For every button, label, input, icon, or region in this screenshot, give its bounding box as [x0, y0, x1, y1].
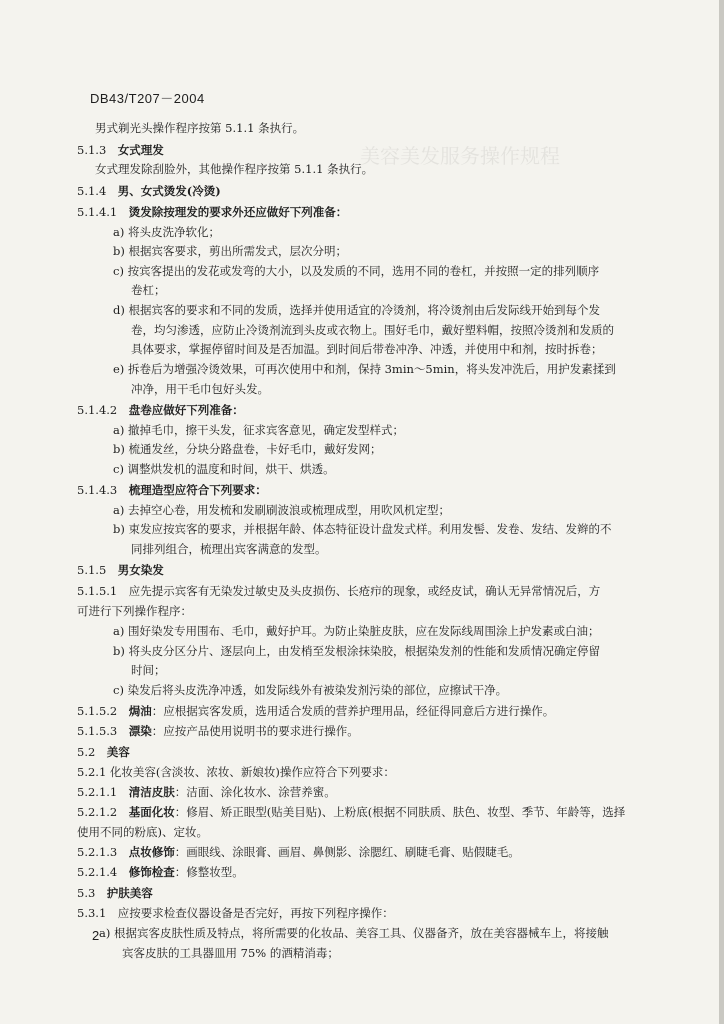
- text-line: [131, 381, 269, 397]
- text-line: [77, 723, 359, 739]
- body-text: 男式剃光头操作程序按第 5.1.1 条执行。: [95, 121, 305, 135]
- body-text: b) 束发应按宾客的要求，并根据年龄、体态特征设计盘发式样。利用发髻、发卷、发结、发辫的不: [113, 522, 612, 536]
- body-text: ：应按产品使用说明书的要求进行操作。: [151, 724, 359, 738]
- body-text: 使用不同的粉底)、定妆。: [77, 825, 208, 839]
- text-line: [113, 643, 600, 659]
- text-line: [77, 204, 347, 220]
- text-line: [113, 224, 220, 240]
- body-text: a) 撤掉毛巾，擦干头发，征求宾客意见，确定发型样式；: [113, 423, 404, 437]
- text-line: [113, 502, 450, 518]
- body-text: 卷，均匀渗透，应防止冷烫剂流到头皮或衣物上。围好毛巾，戴好塑料帽，按照冷烫剂和发质的: [131, 323, 614, 337]
- page-edge-shadow: [719, 0, 724, 1024]
- body-text: 5.2.1.1: [77, 785, 129, 799]
- text-line: [77, 603, 192, 619]
- text-line: [77, 885, 153, 901]
- body-text: e) 拆卷后为增强冷烫效果，可再次使用中和剂，保持 3min～5min，将头发冲洗后，用护发素揉到: [113, 362, 616, 376]
- text-line: [77, 744, 130, 760]
- body-text: a) 根据宾客皮肤性质及特点，将所需要的化妆品、美容工具、仪器备齐，放在美容器械车上，将接触: [99, 926, 609, 940]
- text-line: [99, 925, 609, 941]
- body-text: c) 染发后将头皮洗净冲透，如发际线外有被染发剂污染的部位，应擦试干净。: [113, 683, 508, 697]
- text-line: [77, 804, 625, 820]
- text-line: [131, 541, 327, 557]
- body-text: 5.2.1.2: [77, 805, 129, 819]
- standard-code: DB43/T207－2004: [90, 91, 205, 106]
- bold-heading-text: 男女染发: [117, 563, 164, 577]
- text-line: [77, 142, 164, 158]
- body-text: ：洁面、涂化妆水、涂营养蜜。: [174, 785, 336, 799]
- text-line: [77, 183, 221, 199]
- text-line: [122, 945, 339, 961]
- bold-heading-text: 护肤美容: [106, 886, 153, 900]
- bold-heading-text: 修饰检查: [128, 865, 175, 879]
- body-text: a) 去掉空心卷，用发梳和发刷刷波浪或梳理成型，用吹风机定型；: [113, 503, 450, 517]
- bold-heading-text: 清洁皮肤: [128, 785, 175, 799]
- bold-heading-text: 梳理造型应符合下列要求：: [128, 483, 267, 497]
- bleed-through-text: 美容美发服务操作规程: [360, 144, 560, 168]
- body-text: a) 围好染发专用围布、毛巾，戴好护耳。为防止染脏皮肤，应在发际线周围涂上护发素或白油；: [113, 624, 600, 638]
- text-line: [77, 583, 600, 599]
- body-text: c) 调整烘发机的温度和时间，烘干、烘透。: [113, 462, 335, 476]
- text-line: [77, 824, 208, 840]
- body-text: b) 将头皮分区分片、逐层向上，由发梢至发根涂抹染胶，根据染发剂的性能和发质情况确定停留: [113, 644, 600, 658]
- body-text: 冲净，用干毛巾包好头发。: [131, 382, 269, 396]
- text-line: [77, 905, 394, 921]
- body-text: ：修眉、矫正眼型(贴美目贴)、上粉底(根据不同肤质、肤色、妆型、季节、年龄等，选择: [174, 805, 626, 819]
- body-text: 5.1.5.2: [77, 704, 129, 718]
- text-line: [95, 120, 304, 136]
- text-line: [95, 161, 373, 177]
- bold-heading-text: 漂染: [128, 724, 152, 738]
- body-text: 5.1.4.2: [77, 403, 129, 417]
- body-text: 5.1.4: [77, 184, 118, 198]
- bold-heading-text: 点妆修饰: [128, 845, 175, 859]
- body-text: b) 根据宾客要求，剪出所需发式，层次分明；: [113, 244, 348, 258]
- body-text: 5.2: [77, 745, 107, 759]
- body-text: a) 将头皮洗净软化；: [113, 225, 220, 239]
- body-text: 5.2.1.4: [77, 865, 129, 879]
- body-text: ：画眼线、涂眼膏、画眉、鼻侧影、涂腮红、刷睫毛膏、贴假睫毛。: [174, 845, 520, 859]
- text-line: [131, 341, 603, 357]
- body-text: 5.3.1 应按要求检查仪器设备是否完好，再按下列程序操作：: [77, 906, 394, 920]
- bold-heading-text: 美容: [106, 745, 130, 759]
- text-line: [113, 682, 507, 698]
- body-text: 可进行下列操作程序：: [77, 604, 192, 618]
- body-text: 宾客皮肤的工具器皿用 75% 的酒精消毒；: [122, 946, 339, 960]
- body-text: 时间；: [131, 663, 166, 677]
- text-line: [77, 784, 336, 800]
- body-text: 5.1.5.3: [77, 724, 129, 738]
- text-line: [113, 441, 382, 457]
- body-text: 5.1.5: [77, 563, 118, 577]
- text-line: [77, 703, 554, 719]
- bold-heading-text: 男、女式烫发(冷烫): [117, 184, 221, 198]
- text-line: [113, 521, 612, 537]
- text-line: [77, 562, 164, 578]
- text-line: [131, 282, 166, 298]
- bold-heading-text: 女式理发: [117, 143, 164, 157]
- page-number: 2: [92, 928, 100, 943]
- body-text: 具体要求，掌握停留时间及是否加温。到时间后带卷冲净、冲透，并使用中和剂，按时拆卷；: [131, 342, 603, 356]
- text-line: [113, 302, 600, 318]
- text-line: [113, 461, 335, 477]
- body-text: 5.1.4.3: [77, 483, 129, 497]
- body-text: c) 按宾客提出的发花或发弯的大小，以及发质的不同，选用不同的卷杠，并按照一定的排列顺序: [113, 264, 600, 278]
- body-text: d) 根据宾客的要求和不同的发质，选择并使用适宜的冷烫剂，将冷烫剂由后发际线开始到每个发: [113, 303, 600, 317]
- body-text: 5.3: [77, 886, 107, 900]
- body-text: 5.1.4.1: [77, 205, 129, 219]
- body-text: 5.2.1 化妆美容(含淡妆、浓妆、新娘妆)操作应符合下列要求：: [77, 765, 395, 779]
- bold-heading-text: 烫发除按理发的要求外还应做好下列准备：: [128, 205, 348, 219]
- body-text: 卷杠；: [131, 283, 166, 297]
- body-text: ：修整妆型。: [174, 865, 244, 879]
- body-text: b) 梳通发丝，分块分路盘卷，卡好毛巾，戴好发网；: [113, 442, 382, 456]
- text-line: [77, 864, 244, 880]
- bold-heading-text: 盘卷应做好下列准备：: [128, 403, 244, 417]
- bold-heading-text: 焗油: [128, 704, 152, 718]
- text-line: [113, 422, 404, 438]
- body-text: 同排列组合，梳理出宾客满意的发型。: [131, 542, 327, 556]
- text-line: [113, 623, 600, 639]
- text-line: [77, 844, 520, 860]
- text-line: [131, 662, 166, 678]
- text-line: [77, 764, 395, 780]
- text-line: [77, 402, 244, 418]
- body-text: 5.1.3: [77, 143, 118, 157]
- body-text: 5.2.1.3: [77, 845, 129, 859]
- text-line: [77, 482, 267, 498]
- text-line: [113, 361, 616, 377]
- text-line: [113, 263, 599, 279]
- bold-heading-text: 基面化妆: [128, 805, 175, 819]
- body-text: 女式理发除刮脸外，其他操作程序按第 5.1.1 条执行。: [95, 162, 374, 176]
- text-line: [113, 243, 347, 259]
- body-text: 5.1.5.1 应先提示宾客有无染发过敏史及头皮损伤、长疮疖的现象，或经皮试，确认无异常情况后，方: [77, 584, 601, 598]
- body-text: ：应根据宾客发质，选用适合发质的营养护理用品，经征得同意后方进行操作。: [151, 704, 555, 718]
- text-line: [131, 322, 614, 338]
